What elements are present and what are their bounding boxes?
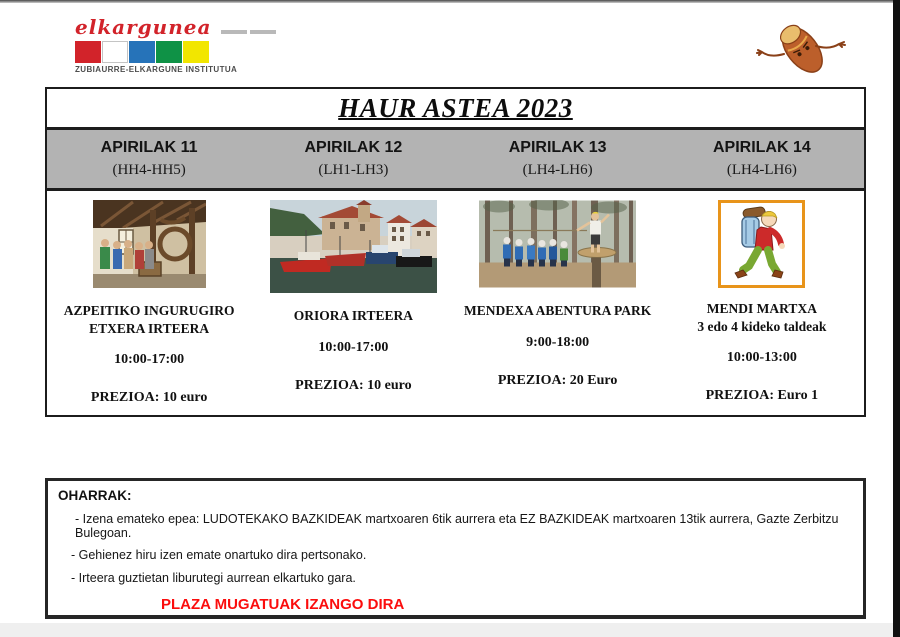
day-date: APIRILAK 13 [508,139,607,156]
orio-harbour-photo [270,200,437,293]
logo-square-blue [129,41,155,63]
page-title: HAUR ASTEA 2023 [338,92,573,123]
day-date: APIRILAK 11 [100,139,198,156]
activity-title: AZPEITIKO INGURUGIRO ETXERA IRTEERA [63,303,235,336]
day-group: (HH4-HH5) [112,162,186,178]
logo-square-red [75,41,101,63]
logo-color-squares [75,41,295,63]
page-bottom-margin [0,623,893,637]
museum-interior-photo [93,200,206,288]
activity-time: 10:00-17:00 [114,352,185,368]
logo-small-text [221,21,279,39]
activity-title: ORIORA IRTEERA [293,308,413,323]
page-right-edge [893,0,900,637]
page-top-edge [0,0,900,3]
day-date: APIRILAK 12 [304,139,403,156]
day-date: APIRILAK 14 [712,139,811,156]
table-title-row [47,89,864,130]
logo-square-green [156,41,182,63]
activity-cell-april-13 [456,191,660,415]
clipart-frame [718,200,805,288]
activity-price: PREZIOA: 20 Euro [497,372,618,388]
day-group: (LH4-LH6) [522,162,593,178]
logo-square-yellow [183,41,209,63]
notes-box [45,478,866,619]
day-group: (LH4-LH6) [726,162,797,178]
header-cell-april-13 [456,130,660,188]
logo-wordmark: elkargunea [75,15,212,39]
header-cell-april-14 [660,130,864,188]
note-meeting-point: - Irteera guztietan liburutegi aurrean elkartuko gara. [71,570,356,585]
activity-title: MENDEXA ABENTURA PARK [463,303,652,318]
programme-table [45,87,866,417]
institute-name: ZUBIAURRE-ELKARGUNE INSTITUTUA [75,65,238,75]
espadrille-mascot-icon [756,12,846,83]
activity-cell-april-14 [660,191,864,415]
activity-time: 10:00-13:00 [726,350,797,366]
note-max-registrations: - Gehienez hiru izen emate onartuko dira pertsonako. [71,548,367,562]
institute-logo [75,15,295,75]
activity-price: PREZIOA: 10 euro [295,377,412,393]
day-group: (LH1-LH3) [318,162,389,178]
table-content-row [47,191,864,415]
activity-cell-april-12 [251,191,455,415]
table-header-row [47,130,864,191]
activity-price: PREZIOA: Euro 1 [705,388,819,404]
activity-title: MENDI MARTXA 3 edo 4 kideko taldeak [697,301,827,334]
notes-heading: OHARRAK: [58,488,132,503]
mountain-hiker-clipart [721,204,802,284]
activity-price: PREZIOA: 10 euro [90,390,208,406]
activity-time: 10:00-17:00 [318,339,389,355]
header-cell-april-12 [251,130,455,188]
adventure-park-photo [479,200,636,288]
limited-places-warning: PLAZA MUGATUAK IZANGO DIRA [161,595,405,613]
header-cell-april-11 [47,130,251,188]
activity-time: 9:00-18:00 [526,334,590,350]
logo-square-white [102,41,128,63]
note-registration-period: - Izena emateko epea: LUDOTEKAKO BAZKIDEAK martxoaren 6tik aurrera eta EZ BAZKIDEAK martxoaren 13tik aurrera, Gazte Zerbitzu Bulegoan. [75,511,839,540]
activity-cell-april-11 [47,191,251,415]
